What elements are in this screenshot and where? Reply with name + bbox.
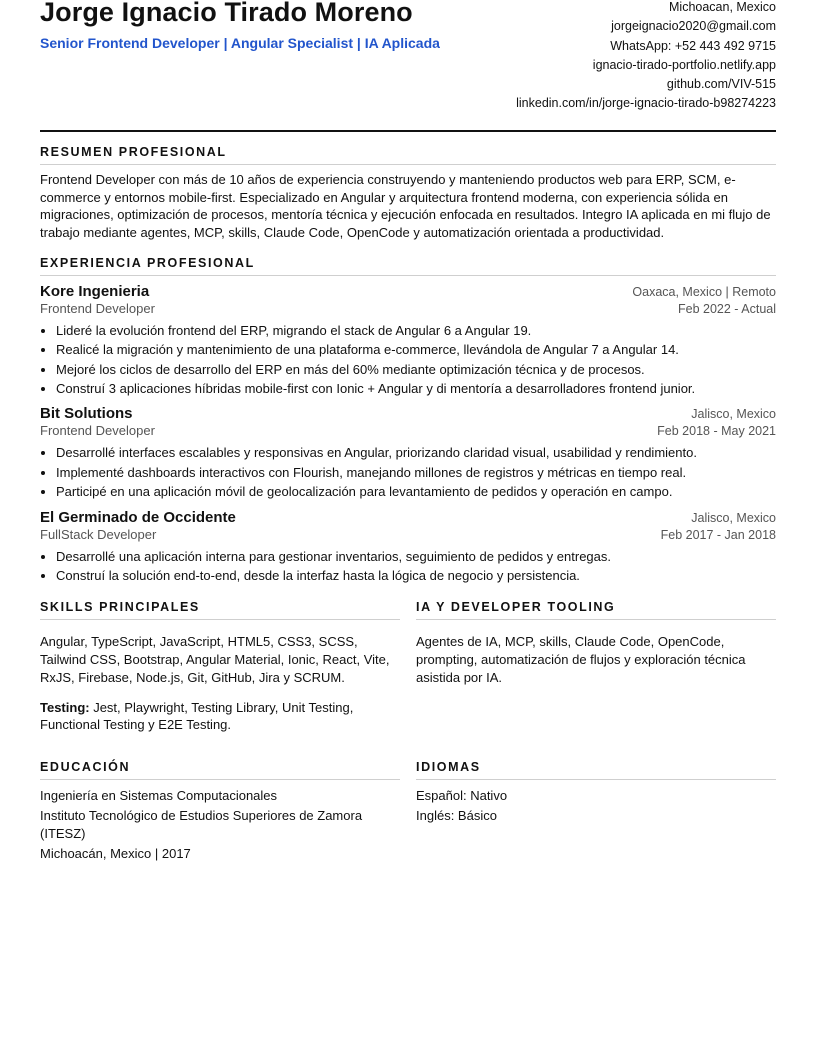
job-bullet: • Construí la solución end-to-end, desde la interfaz hasta la lógica de negocio y persistencia.	[56, 566, 776, 585]
job-bullet: • Lideré la evolución frontend del ERP, migrando el stack de Angular 6 a Angular 19.	[56, 321, 776, 340]
languages-title: IDIOMAS	[416, 760, 776, 780]
testing-label: Testing:	[40, 699, 90, 715]
job-heading-row	[40, 405, 776, 422]
job-dates: Feb 2022 - Actual	[678, 301, 776, 316]
language-item: Español: Nativo	[416, 787, 508, 803]
job-bullets	[40, 443, 776, 501]
summary-text: Frontend Developer con más de 10 años de experiencia construyendo y manteniendo productos web para ERP, SCM, e-commerce y entornos mobile-first. Especializado en Angular y arquitectura frontend moderna, con experiencia sólida en migraciones, optimización de procesos, mentoría técnica y ejecución enfocada en resultados. Integro IA aplicada en mi flujo de trabajo mediante agentes, MCP, skills, Claude Code, OpenCode y automatización orientada a productividad.	[40, 172, 771, 241]
job-subheading-row	[40, 301, 776, 316]
job-bullet: • Participé en una aplicación móvil de geolocalización para levantamiento de pedidos y operación en campo.	[56, 482, 776, 501]
contact-email[interactable]: jorgeignacio2020@gmail.com	[611, 19, 776, 34]
job-entry-germinado	[40, 509, 776, 586]
job-location: Jalisco, Mexico	[691, 407, 776, 422]
contact-linkedin-link[interactable]: linkedin.com/in/jorge-ignacio-tirado-b98274223	[516, 96, 776, 111]
testing-text: Jest, Playwright, Testing Library, Unit Testing, Functional Testing y E2E Testing.	[40, 699, 354, 733]
job-bullet: • Desarrollé interfaces escalables y responsivas en Angular, priorizando claridad visual, usabilidad y rendimiento.	[56, 443, 776, 462]
summary-title: RESUMEN PROFESIONAL	[40, 145, 776, 165]
job-bullet: • Desarrollé una aplicación interna para gestionar inventarios, seguimiento de pedidos y entregas.	[56, 547, 776, 566]
contact-list	[516, 0, 776, 114]
education-school: Instituto Tecnológico de Estudios Superiores de Zamora (ITESZ)	[40, 808, 363, 841]
language-item: Inglés: Básico	[416, 808, 497, 824]
headline: Senior Frontend Developer | Angular Specialist | IA Aplicada	[40, 35, 440, 51]
job-role: Frontend Developer	[40, 300, 155, 316]
job-bullets	[40, 547, 776, 586]
contact-whatsapp: WhatsApp: +52 443 492 9715	[610, 38, 776, 53]
skills-title: SKILLS PRINCIPALES	[40, 600, 400, 620]
contact-github-link[interactable]: github.com/VIV-515	[666, 77, 776, 92]
education-section	[40, 760, 400, 863]
job-company: Bit Solutions	[40, 405, 133, 423]
job-bullet: • Implementé dashboards interactivos con Flourish, manejando millones de registros y métricas en tiempo real.	[56, 463, 776, 482]
tooling-title: IA Y DEVELOPER TOOLING	[416, 600, 776, 620]
job-bullets	[40, 321, 776, 399]
job-location: Oaxaca, Mexico | Remoto	[632, 284, 776, 299]
job-subheading-row	[40, 527, 776, 542]
resume-header	[40, 0, 776, 132]
skills-tooling-row	[40, 600, 776, 734]
job-dates: Feb 2017 - Jan 2018	[660, 527, 776, 542]
resume-page	[40, 0, 776, 863]
job-bullet: • Mejoré los ciclos de desarrollo del ERP en más del 60% mediante optimización técnica y de procesos.	[56, 360, 776, 379]
tooling-text: Agentes de IA, MCP, skills, Claude Code, OpenCode, prompting, automatización de flujos y exploración técnica asistida por IA.	[416, 634, 746, 685]
job-entry-kore	[40, 283, 776, 399]
skills-text: Angular, TypeScript, JavaScript, HTML5, CSS3, SCSS, Tailwind CSS, Bootstrap, Angular Material, Ionic, React, Vite, RxJS, Firebase, Node.js, Git, GitHub, Jira y SCRUM.	[40, 634, 390, 685]
experience-section	[40, 256, 776, 586]
job-dates: Feb 2018 - May 2021	[657, 424, 776, 439]
education-languages-row	[40, 760, 776, 863]
contact-portfolio-link[interactable]: ignacio-tirado-portfolio.netlify.app	[592, 57, 776, 72]
job-bullet: • Construí 3 aplicaciones híbridas mobile-first con Ionic + Angular y di mentoría a desarrolladores frontend junior.	[56, 379, 776, 398]
experience-title: EXPERIENCIA PROFESIONAL	[40, 256, 776, 276]
testing-skills	[40, 699, 400, 734]
job-location: Jalisco, Mexico	[691, 510, 776, 525]
education-title: EDUCACIÓN	[40, 760, 400, 780]
job-company: Kore Ingenieria	[40, 282, 150, 300]
job-heading-row	[40, 283, 776, 300]
skills-section	[40, 600, 400, 734]
contact-location: Michoacan, Mexico	[669, 0, 776, 14]
job-entry-bit-solutions	[40, 405, 776, 501]
summary-section	[40, 145, 776, 242]
job-heading-row	[40, 509, 776, 526]
candidate-name: Jorge Ignacio Tirado Moreno	[40, 0, 413, 27]
job-role: Frontend Developer	[40, 423, 155, 439]
education-place-year: Michoacán, Mexico | 2017	[40, 846, 191, 862]
languages-section	[416, 760, 776, 863]
tooling-section	[416, 600, 776, 734]
job-bullet: • Realicé la migración y mantenimiento de una plataforma e-commerce, llevándola de Angular 7 a Angular 14.	[56, 340, 776, 359]
job-company: El Germinado de Occidente	[40, 508, 236, 526]
education-degree: Ingeniería en Sistemas Computacionales	[40, 787, 278, 803]
job-subheading-row	[40, 423, 776, 438]
job-role: FullStack Developer	[40, 526, 157, 542]
